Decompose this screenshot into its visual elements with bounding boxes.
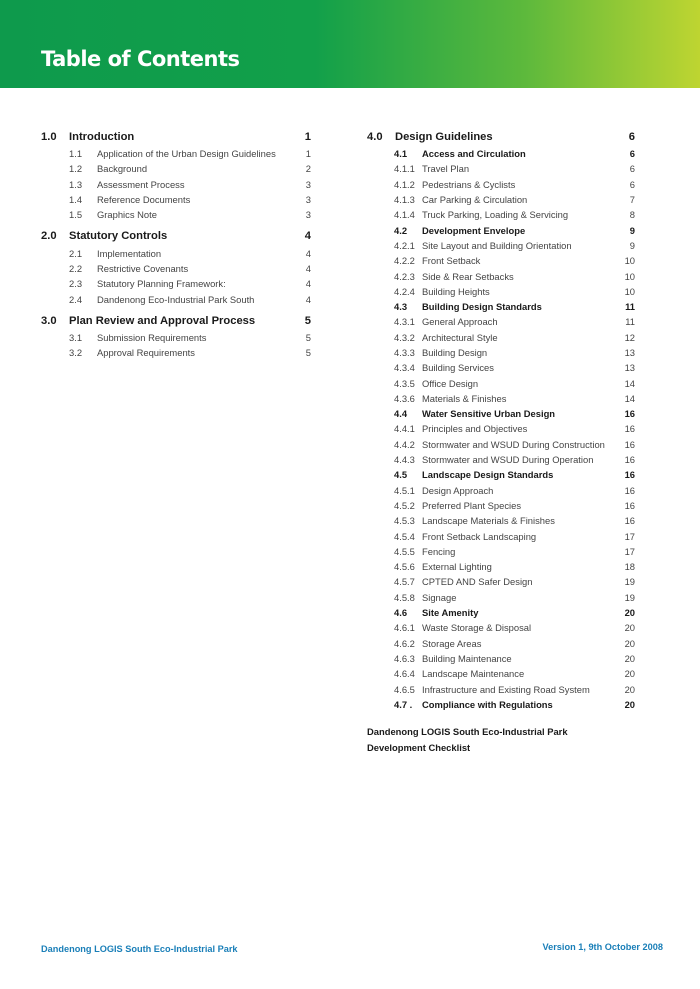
- entry-page-number: 14: [624, 392, 635, 404]
- entry-page-number: 16: [624, 408, 635, 420]
- entry-number: 4.2.4: [394, 285, 415, 297]
- entry-page-number: 4: [305, 247, 311, 259]
- entry-number: 3.2: [69, 347, 83, 359]
- toc-entry[interactable]: [367, 375, 635, 390]
- entry-number: 4.4: [394, 408, 408, 420]
- entry-page-number: 20: [624, 607, 635, 619]
- entry-number: 4.6.1: [394, 622, 415, 634]
- toc-section-heading[interactable]: [41, 312, 311, 330]
- entry-title: Building Heights: [422, 285, 490, 297]
- entry-number: 3.1: [69, 331, 83, 343]
- toc-entry[interactable]: [367, 681, 635, 696]
- entry-page-number: 13: [624, 347, 635, 358]
- entry-title: Landscape Materials & Finishes: [422, 515, 555, 527]
- entry-page-number: 5: [304, 314, 311, 327]
- entry-title: Design Guidelines: [395, 131, 493, 143]
- entry-page-number: 2: [305, 163, 311, 175]
- entry-page-number: 6: [628, 131, 635, 143]
- entry-number: 4.5.8: [394, 591, 415, 603]
- toc-section-heading[interactable]: [367, 128, 635, 146]
- entry-number: 2.3: [69, 278, 83, 290]
- entry-number: 4.6: [394, 607, 408, 619]
- entry-title: Fencing: [422, 545, 456, 557]
- entry-page-number: 4: [305, 262, 311, 274]
- entry-number: 2.1: [69, 247, 83, 259]
- entry-title: Building Design: [422, 347, 488, 358]
- entry-number: 4.5: [394, 469, 408, 481]
- entry-title: Building Maintenance: [422, 652, 512, 664]
- entry-page-number: 3: [305, 194, 311, 206]
- entry-title: Access and Circulation: [422, 148, 526, 160]
- entry-title: Design Approach: [422, 484, 494, 496]
- entry-number: 4.6.4: [394, 668, 415, 680]
- toc-entry[interactable]: [367, 528, 635, 543]
- toc-entry[interactable]: [367, 360, 635, 375]
- entry-number: 1.3: [69, 178, 83, 190]
- entry-title: Assessment Process: [97, 178, 185, 190]
- toc-entry[interactable]: [41, 261, 311, 276]
- toc-entry[interactable]: [367, 314, 635, 329]
- entry-number: 2.0: [41, 230, 57, 243]
- entry-title: Introduction: [69, 131, 135, 143]
- entry-title: Preferred Plant Species: [422, 499, 522, 511]
- toc-entry[interactable]: [41, 207, 311, 222]
- toc-entry[interactable]: [367, 574, 635, 589]
- entry-number: 4.6.2: [394, 637, 415, 649]
- entry-page-number: 16: [624, 423, 635, 435]
- entry-page-number: 6: [629, 148, 635, 160]
- entry-number: 4.3.6: [394, 392, 415, 404]
- entry-page-number: 12: [624, 331, 635, 343]
- entry-page-number: 16: [624, 499, 635, 511]
- entry-page-number: 16: [624, 469, 635, 481]
- entry-title: Development Envelope: [422, 224, 526, 236]
- toc-entry[interactable]: [367, 513, 635, 528]
- toc-subsection-heading[interactable]: [367, 697, 635, 712]
- entry-title: Front Setback: [422, 255, 481, 267]
- entry-title: CPTED AND Safer Design: [422, 576, 533, 588]
- entry-page-number: 14: [624, 377, 635, 389]
- entry-number: 1.5: [69, 209, 83, 221]
- entry-title: Application of the Urban Design Guidelines: [97, 148, 276, 160]
- entry-page-number: 19: [624, 591, 635, 603]
- entry-title: Background: [97, 163, 148, 175]
- entry-number: 4.3.2: [394, 331, 415, 343]
- entry-number: 4.5.4: [394, 530, 415, 542]
- entry-title: Building Design Standards: [422, 301, 542, 313]
- entry-title: Front Setback Landscaping: [422, 530, 537, 542]
- toc-entry[interactable]: [367, 559, 635, 574]
- entry-number: 4.1.2: [394, 178, 415, 190]
- toc-entry[interactable]: [367, 651, 635, 666]
- entry-page-number: 1: [305, 148, 311, 160]
- entry-page-number: 9: [629, 224, 635, 236]
- entry-title: Building Services: [422, 362, 494, 374]
- entry-number: 4.7 .: [394, 698, 413, 710]
- entry-number: 4.2.1: [394, 239, 415, 251]
- toc-entry[interactable]: [367, 452, 635, 467]
- toc-entry[interactable]: [367, 544, 635, 559]
- entry-page-number: 20: [624, 698, 635, 710]
- toc-entry[interactable]: [367, 238, 635, 253]
- toc-entry[interactable]: [367, 666, 635, 681]
- entry-number: 4.2.3: [394, 270, 415, 282]
- entry-number: 4.1.3: [394, 194, 415, 206]
- entry-page-number: 16: [624, 454, 635, 466]
- entry-title: Signage: [422, 591, 457, 603]
- entry-page-number: 3: [305, 209, 311, 221]
- header-band: [0, 0, 700, 88]
- entry-title: Approval Requirements: [97, 347, 195, 359]
- toc-entry[interactable]: [367, 207, 635, 222]
- entry-page-number: 16: [624, 515, 635, 527]
- entry-title: Storage Areas: [422, 637, 482, 649]
- toc-subsection-heading[interactable]: [367, 605, 635, 620]
- entry-page-number: 9: [629, 239, 635, 251]
- entry-number: 1.0: [41, 131, 57, 143]
- entry-title: Site Amenity: [422, 607, 479, 619]
- entry-title: Waste Storage & Disposal: [422, 622, 532, 634]
- entry-title: Restrictive Covenants: [97, 262, 189, 274]
- entry-number: 4.5.7: [394, 576, 415, 588]
- entry-number: 4.4.1: [394, 423, 415, 435]
- entry-title: Stormwater and WSUD During Operation: [422, 454, 594, 466]
- entry-page-number: 20: [624, 652, 635, 664]
- entry-number: 4.3.5: [394, 377, 415, 389]
- entry-number: 4.5.5: [394, 545, 415, 557]
- entry-page-number: 13: [624, 362, 635, 374]
- toc-entry[interactable]: [367, 177, 635, 192]
- entry-page-number: 17: [624, 530, 635, 542]
- entry-page-number: 10: [624, 255, 635, 267]
- toc-entry[interactable]: [41, 276, 311, 291]
- entry-page-number: 17: [624, 545, 635, 557]
- entry-page-number: 11: [625, 316, 635, 328]
- toc-right-column: [367, 128, 635, 712]
- entry-title: Truck Parking, Loading & Servicing: [422, 209, 569, 221]
- entry-number: 4.3: [394, 301, 408, 313]
- entry-title: Implementation: [97, 247, 162, 259]
- entry-title: Compliance with Regulations: [422, 698, 553, 710]
- toc-subsection-heading[interactable]: [367, 467, 635, 482]
- toc-entry[interactable]: [41, 192, 311, 207]
- entry-title: Principles and Objectives: [422, 423, 528, 435]
- footer-version: Version 1, 9th October 2008: [542, 942, 663, 952]
- entry-page-number: 11: [625, 301, 635, 313]
- toc-entry[interactable]: [41, 245, 311, 260]
- toc-entry[interactable]: [41, 161, 311, 176]
- toc-entry[interactable]: [367, 345, 635, 360]
- toc-entry[interactable]: [367, 620, 635, 635]
- entry-number: 4.1.4: [394, 209, 415, 221]
- entry-page-number: 16: [624, 484, 635, 496]
- entry-number: 4.6.5: [394, 683, 415, 695]
- entry-page-number: 10: [624, 270, 635, 282]
- entry-number: 3.0: [41, 314, 57, 327]
- toc-entry[interactable]: [41, 146, 311, 161]
- entry-number: 1.2: [69, 163, 83, 175]
- toc-entry[interactable]: [41, 345, 311, 360]
- entry-page-number: 20: [624, 683, 635, 695]
- entry-page-number: 6: [629, 178, 635, 190]
- entry-number: 4.5.3: [394, 515, 415, 527]
- entry-title: Landscape Design Standards: [422, 469, 554, 481]
- toc-entry[interactable]: [367, 590, 635, 605]
- entry-title: Landscape Maintenance: [422, 668, 525, 680]
- toc-section-heading[interactable]: [41, 227, 311, 245]
- entry-number: 4.0: [367, 131, 383, 143]
- entry-page-number: 20: [624, 668, 635, 680]
- entry-page-number: 19: [624, 576, 635, 588]
- entry-page-number: 20: [624, 637, 635, 649]
- entry-title: Office Design: [422, 377, 479, 389]
- toc-entry[interactable]: [367, 636, 635, 651]
- entry-number: 4.4.3: [394, 454, 415, 466]
- entry-page-number: 7: [629, 194, 635, 206]
- entry-page-number: 4: [305, 278, 311, 290]
- entry-title: Infrastructure and Existing Road System: [422, 683, 590, 695]
- toc-subsection-heading[interactable]: [367, 222, 635, 237]
- toc-entry[interactable]: [367, 498, 635, 513]
- toc-entry[interactable]: [41, 177, 311, 192]
- entry-title: Pedestrians & Cyclists: [422, 178, 516, 190]
- entry-number: 4.2.2: [394, 255, 415, 267]
- toc-entry[interactable]: [367, 483, 635, 498]
- checklist-line-2: Development Checklist: [367, 741, 471, 753]
- entry-title: Statutory Controls: [69, 230, 168, 243]
- toc-subsection-heading[interactable]: [367, 299, 635, 314]
- entry-page-number: 8: [629, 209, 635, 221]
- entry-number: 1.4: [69, 194, 83, 206]
- toc-entry[interactable]: [367, 284, 635, 299]
- entry-number: 4.5.2: [394, 499, 415, 511]
- toc-subsection-heading[interactable]: [367, 146, 635, 161]
- checklist-line-1: Dandenong LOGIS South Eco-Industrial Park: [367, 726, 568, 737]
- entry-title: Dandenong Eco-Industrial Park South: [97, 293, 255, 305]
- entry-title: Travel Plan: [422, 163, 470, 175]
- entry-title: Side & Rear Setbacks: [422, 270, 514, 282]
- toc-entry[interactable]: [367, 192, 635, 207]
- entry-title: Reference Documents: [97, 194, 191, 206]
- toc-entry[interactable]: [367, 253, 635, 268]
- entry-number: 4.2: [394, 224, 408, 236]
- entry-title: Statutory Planning Framework:: [97, 278, 226, 290]
- entry-title: Water Sensitive Urban Design: [422, 408, 556, 420]
- entry-number: 1.1: [69, 148, 83, 160]
- entry-page-number: 5: [305, 347, 311, 359]
- entry-number: 2.4: [69, 293, 83, 305]
- toc-entry[interactable]: [41, 291, 311, 306]
- toc-left-column: [41, 128, 311, 360]
- entry-page-number: 18: [624, 561, 635, 573]
- entry-title: General Approach: [422, 316, 498, 328]
- entry-number: 4.1.1: [394, 163, 415, 175]
- entry-title: Materials & Finishes: [422, 392, 507, 404]
- toc-section-heading[interactable]: [41, 128, 311, 146]
- entry-page-number: 4: [304, 230, 311, 243]
- toc-entry[interactable]: [41, 330, 311, 345]
- entry-title: Car Parking & Circulation: [422, 194, 528, 206]
- entry-number: 4.5.1: [394, 484, 415, 496]
- checklist-heading: [367, 724, 568, 755]
- entry-number: 4.3.3: [394, 347, 415, 358]
- entry-page-number: 1: [304, 131, 311, 143]
- entry-title: Graphics Note: [97, 209, 157, 221]
- toc-entry[interactable]: [367, 421, 635, 436]
- entry-title: Plan Review and Approval Process: [69, 314, 256, 327]
- entry-title: Submission Requirements: [97, 331, 207, 343]
- entry-page-number: 6: [629, 163, 635, 175]
- footer-park-name: Dandenong LOGIS South Eco-Industrial Park: [41, 944, 238, 954]
- entry-number: 4.1: [394, 148, 408, 160]
- entry-number: 2.2: [69, 262, 83, 274]
- entry-number: 4.5.6: [394, 561, 415, 573]
- entry-number: 4.3.4: [394, 362, 415, 374]
- entry-page-number: 3: [305, 178, 311, 190]
- entry-page-number: 20: [624, 622, 635, 634]
- toc-entry[interactable]: [367, 161, 635, 176]
- entry-page-number: 4: [305, 293, 311, 305]
- entry-title: Stormwater and WSUD During Construction: [422, 438, 605, 450]
- toc-subsection-heading[interactable]: [367, 406, 635, 421]
- entry-title: Site Layout and Building Orientation: [422, 239, 572, 251]
- toc-entry[interactable]: [367, 437, 635, 452]
- entry-page-number: 5: [305, 331, 311, 343]
- toc-entry[interactable]: [367, 391, 635, 406]
- entry-number: 4.3.1: [394, 316, 415, 328]
- entry-page-number: 16: [624, 438, 635, 450]
- entry-page-number: 10: [624, 285, 635, 297]
- page-title: Table of Contents: [41, 47, 240, 71]
- toc-entry[interactable]: [367, 330, 635, 345]
- entry-title: Architectural Style: [422, 331, 498, 343]
- entry-number: 4.4.2: [394, 438, 415, 450]
- entry-title: External Lighting: [422, 561, 492, 573]
- entry-number: 4.6.3: [394, 652, 415, 664]
- toc-entry[interactable]: [367, 268, 635, 283]
